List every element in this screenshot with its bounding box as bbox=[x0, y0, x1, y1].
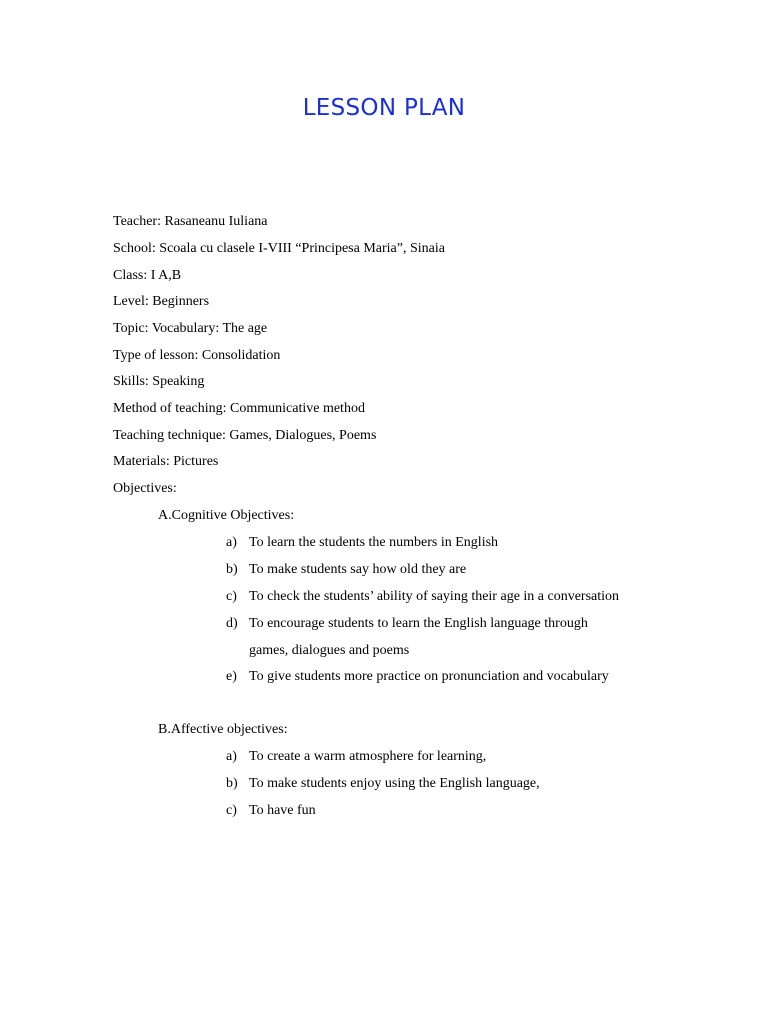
list-item: To have fun bbox=[249, 803, 316, 818]
list-marker: b) bbox=[226, 776, 238, 791]
page-title: LESSON PLAN bbox=[302, 95, 466, 121]
list-item: To give students more practice on pronunciation and vocabulary bbox=[249, 669, 609, 684]
teacher-line: Teacher: Rasaneanu Iuliana bbox=[113, 214, 268, 229]
cognitive-heading: A.Cognitive Objectives: bbox=[158, 508, 295, 523]
list-item: To check the students’ ability of saying their age in a conversation bbox=[249, 589, 620, 604]
materials-line: Materials: Pictures bbox=[113, 454, 219, 469]
list-item: To learn the students the numbers in English bbox=[249, 535, 499, 550]
topic-line: Topic: Vocabulary: The age bbox=[113, 321, 268, 336]
list-marker: a) bbox=[226, 749, 237, 764]
technique-line: Teaching technique: Games, Dialogues, Poems bbox=[113, 428, 377, 443]
list-marker: d) bbox=[226, 616, 238, 631]
affective-heading: B.Affective objectives: bbox=[158, 722, 288, 737]
school-line: School: Scoala cu clasele I-VIII “Principesa Maria”, Sinaia bbox=[113, 241, 445, 256]
level-line: Level: Beginners bbox=[113, 294, 210, 309]
list-item: To make students enjoy using the English language, bbox=[249, 776, 540, 791]
method-line: Method of teaching: Communicative method bbox=[113, 401, 365, 416]
list-marker: b) bbox=[226, 562, 238, 577]
lesson-type-line: Type of lesson: Consolidation bbox=[113, 348, 281, 363]
list-item: To create a warm atmosphere for learning, bbox=[249, 749, 487, 764]
list-marker: a) bbox=[226, 535, 237, 550]
objectives-label: Objectives: bbox=[113, 481, 177, 496]
skills-line: Skills: Speaking bbox=[113, 374, 205, 389]
list-marker: c) bbox=[226, 589, 237, 604]
class-line: Class: I A,B bbox=[113, 268, 182, 283]
list-item: To make students say how old they are bbox=[249, 562, 467, 577]
list-item-continuation: games, dialogues and poems bbox=[249, 643, 410, 658]
list-item: To encourage students to learn the English language through bbox=[249, 616, 588, 631]
list-marker: e) bbox=[226, 669, 237, 684]
list-marker: c) bbox=[226, 803, 237, 818]
